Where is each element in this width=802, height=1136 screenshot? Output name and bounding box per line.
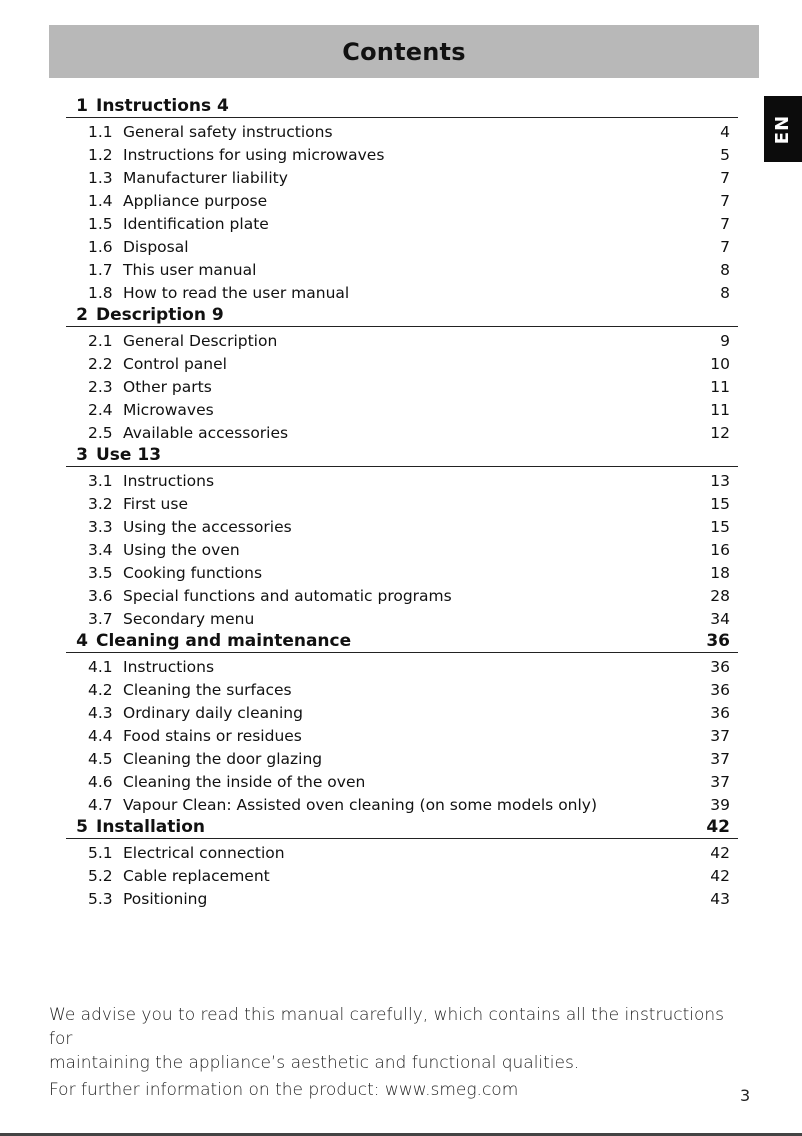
toc-item-title: Special functions and automatic programs [123, 587, 452, 605]
toc-item-title: Using the accessories [123, 518, 292, 536]
toc-item[interactable] [66, 605, 738, 628]
toc-item-number: 2.3 [88, 378, 113, 396]
toc-item-title: Identification plate [123, 215, 269, 233]
footer-line-3: For further information on the product: www.smeg.com [49, 1080, 519, 1100]
toc-item-page: 4 [720, 123, 730, 141]
toc-item-number: 4.6 [88, 773, 113, 791]
toc-item-title: Appliance purpose [123, 192, 268, 210]
toc-item-number: 2.1 [88, 332, 113, 350]
toc-item-number: 1.5 [88, 215, 113, 233]
toc-section-number: 1 [76, 96, 88, 116]
toc-item[interactable] [66, 768, 738, 791]
toc-item-page: 8 [720, 261, 730, 279]
toc-item[interactable] [66, 256, 738, 279]
toc-item-page: 5 [720, 146, 730, 164]
toc-item-number: 3.6 [88, 587, 113, 605]
toc-section [66, 814, 738, 908]
toc-section-title: Installation [96, 817, 206, 837]
toc-item[interactable] [66, 862, 738, 885]
toc-item-number: 4.4 [88, 727, 113, 745]
toc-item-title: This user manual [123, 261, 257, 279]
toc-item-page: 7 [720, 238, 730, 256]
toc-item-page: 37 [710, 727, 730, 745]
toc-item[interactable] [66, 513, 738, 536]
toc-item-page: 8 [720, 284, 730, 302]
toc-item[interactable] [66, 350, 738, 373]
toc-item[interactable] [66, 419, 738, 442]
toc-item-page: 11 [710, 378, 730, 396]
toc-item[interactable] [66, 699, 738, 722]
toc-item-title: Instructions for using microwaves [123, 146, 385, 164]
page-title: Contents [342, 37, 466, 66]
toc-item-page: 15 [710, 495, 730, 513]
footer-line-1: We advise you to read this manual carefully, which contains all the instructions for [49, 1005, 725, 1049]
toc-item-number: 2.5 [88, 424, 113, 442]
toc-item-page: 15 [710, 518, 730, 536]
toc-section-number: 5 [76, 817, 88, 837]
toc-item-number: 4.7 [88, 796, 113, 814]
toc-item-title: General safety instructions [123, 123, 333, 141]
footer-note [49, 1003, 749, 1102]
toc-item[interactable] [66, 327, 738, 350]
toc-item-number: 4.5 [88, 750, 113, 768]
toc-item-number: 1.2 [88, 146, 113, 164]
contents-header [49, 25, 759, 78]
toc-item-title: Control panel [123, 355, 227, 373]
toc-section [66, 93, 738, 302]
toc-item-title: First use [123, 495, 188, 513]
toc-section-title: Cleaning and maintenance [96, 631, 352, 651]
toc-item-page: 11 [710, 401, 730, 419]
toc-item[interactable] [66, 164, 738, 187]
toc-item-page: 42 [710, 844, 730, 862]
toc-item[interactable] [66, 653, 738, 676]
toc-section-heading[interactable] [66, 93, 738, 118]
toc-item-page: 43 [710, 890, 730, 908]
toc-item[interactable] [66, 141, 738, 164]
toc-item-number: 5.1 [88, 844, 113, 862]
toc-item-number: 1.3 [88, 169, 113, 187]
toc-item-title: Other parts [123, 378, 212, 396]
language-label: EN [772, 114, 794, 144]
toc-item-number: 3.7 [88, 610, 113, 628]
toc-item-number: 2.4 [88, 401, 113, 419]
toc-item[interactable] [66, 490, 738, 513]
toc-item[interactable] [66, 791, 738, 814]
toc-item-page: 7 [720, 169, 730, 187]
toc-item[interactable] [66, 118, 738, 141]
toc-section-heading[interactable] [66, 628, 738, 653]
toc-item-number: 3.5 [88, 564, 113, 582]
toc-item[interactable] [66, 839, 738, 862]
toc-item[interactable] [66, 279, 738, 302]
toc-item-page: 39 [710, 796, 730, 814]
toc-item-title: Using the oven [123, 541, 240, 559]
toc-section-title: Instructions 4 [96, 96, 229, 116]
toc-item-number: 1.8 [88, 284, 113, 302]
toc-item-page: 37 [710, 750, 730, 768]
toc-section-heading[interactable] [66, 302, 738, 327]
toc-item[interactable] [66, 396, 738, 419]
toc-item-number: 3.2 [88, 495, 113, 513]
toc-item-page: 18 [710, 564, 730, 582]
toc-item-page: 28 [710, 587, 730, 605]
toc-item-page: 7 [720, 192, 730, 210]
toc-item-title: Electrical connection [123, 844, 285, 862]
toc-item-title: Disposal [123, 238, 189, 256]
toc-item-title: Cleaning the inside of the oven [123, 773, 366, 791]
toc-item-title: Food stains or residues [123, 727, 302, 745]
toc-item-page: 13 [710, 472, 730, 490]
toc-item-number: 4.3 [88, 704, 113, 722]
toc-section [66, 302, 738, 442]
toc-item-title: Cleaning the door glazing [123, 750, 323, 768]
toc-item-number: 1.7 [88, 261, 113, 279]
toc-item-page: 37 [710, 773, 730, 791]
toc-item-number: 3.4 [88, 541, 113, 559]
toc-item-page: 34 [710, 610, 730, 628]
toc-item[interactable] [66, 467, 738, 490]
toc-section-page: 36 [706, 631, 730, 651]
toc-item-title: Cooking functions [123, 564, 263, 582]
toc-item-title: Secondary menu [123, 610, 255, 628]
toc-item-title: Vapour Clean: Assisted oven cleaning (on some models only) [123, 796, 598, 814]
toc-item-number: 5.3 [88, 890, 113, 908]
toc-item-page: 36 [710, 681, 730, 699]
toc-section-page: 42 [706, 817, 730, 837]
toc-section-number: 3 [76, 445, 88, 465]
toc-item-page: 7 [720, 215, 730, 233]
toc-section [66, 628, 738, 814]
language-tab [764, 96, 802, 162]
toc-item-page: 16 [710, 541, 730, 559]
toc-item[interactable] [66, 233, 738, 256]
toc-item-title: Available accessories [123, 424, 289, 442]
toc-item[interactable] [66, 559, 738, 582]
toc-item-number: 4.1 [88, 658, 113, 676]
toc-item-number: 1.1 [88, 123, 113, 141]
toc-item-page: 10 [710, 355, 730, 373]
toc-item[interactable] [66, 536, 738, 559]
toc-item-title: Microwaves [123, 401, 214, 419]
toc-item-title: Cleaning the surfaces [123, 681, 292, 699]
toc-section-number: 2 [76, 305, 88, 325]
toc-item-page: 36 [710, 704, 730, 722]
toc-section [66, 442, 738, 628]
toc-item-number: 4.2 [88, 681, 113, 699]
toc-item-number: 2.2 [88, 355, 113, 373]
toc-item-list [66, 467, 738, 628]
toc-item-title: Instructions [123, 658, 215, 676]
toc-item[interactable] [66, 745, 738, 768]
toc-item-list [66, 839, 738, 908]
toc-item[interactable] [66, 582, 738, 605]
toc-item-title: Instructions [123, 472, 215, 490]
toc-item-number: 3.1 [88, 472, 113, 490]
toc-item-page: 42 [710, 867, 730, 885]
toc-item-number: 1.6 [88, 238, 113, 256]
toc-item-title: How to read the user manual [123, 284, 350, 302]
toc-item-list [66, 653, 738, 814]
toc-section-title: Description 9 [96, 305, 224, 325]
toc-item[interactable] [66, 210, 738, 233]
toc-item-title: Ordinary daily cleaning [123, 704, 303, 722]
toc-item-number: 1.4 [88, 192, 113, 210]
toc-item[interactable] [66, 676, 738, 699]
toc-item-page: 9 [720, 332, 730, 350]
toc-item-title: Manufacturer liability [123, 169, 288, 187]
toc-section-heading[interactable] [66, 814, 738, 839]
toc-item[interactable] [66, 373, 738, 396]
toc-item[interactable] [66, 885, 738, 908]
toc-section-heading[interactable] [66, 442, 738, 467]
page-number: 3 [740, 1086, 751, 1105]
toc-item[interactable] [66, 722, 738, 745]
toc-item-title: Cable replacement [123, 867, 270, 885]
toc-item-number: 5.2 [88, 867, 113, 885]
toc-item-title: Positioning [123, 890, 208, 908]
toc-item-page: 36 [710, 658, 730, 676]
footer-line-2: maintaining the appliance’s aesthetic and functional qualities. [49, 1053, 580, 1073]
table-of-contents [66, 93, 738, 908]
toc-item-list [66, 118, 738, 302]
toc-item-page: 12 [710, 424, 730, 442]
toc-item-number: 3.3 [88, 518, 113, 536]
toc-section-number: 4 [76, 631, 88, 651]
toc-item-title: General Description [123, 332, 278, 350]
toc-item[interactable] [66, 187, 738, 210]
toc-item-list [66, 327, 738, 442]
toc-section-title: Use 13 [96, 445, 162, 465]
